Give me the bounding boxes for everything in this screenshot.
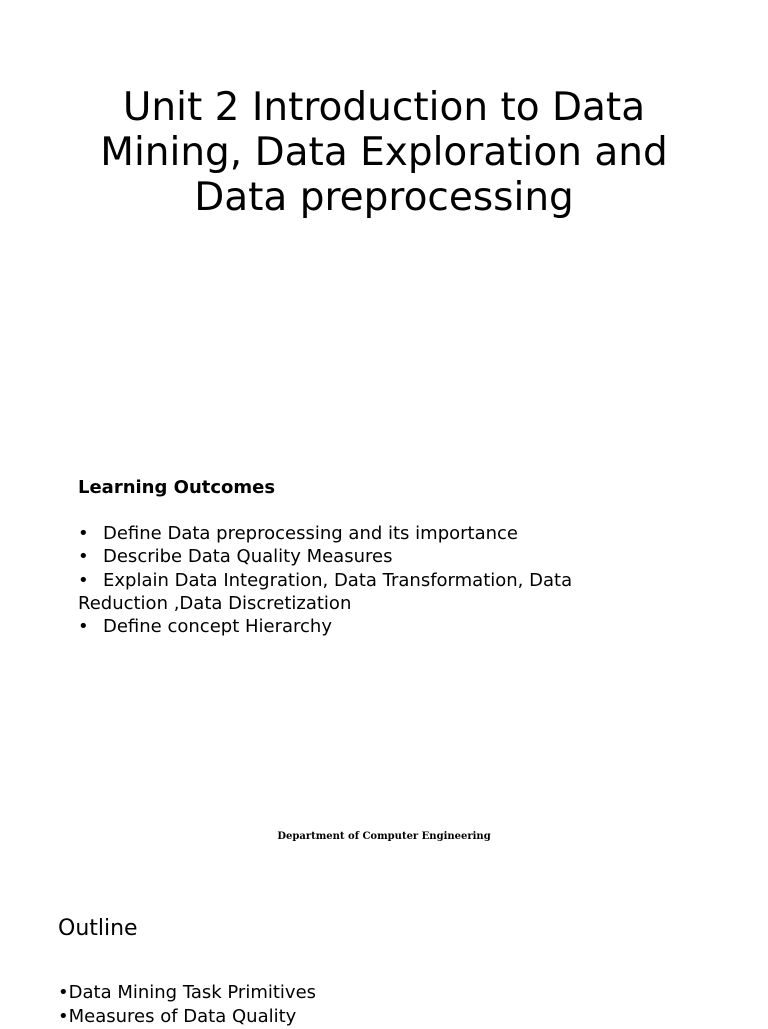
outline-item: • Measures of Data Quality: [58, 1005, 316, 1029]
outline-item: • Data Mining Task Primitives: [58, 981, 316, 1005]
slide-title: Unit 2 Introduction to Data Mining, Data Exploration and Data preprocessing: [100, 85, 668, 220]
department-footer: Department of Computer Engineering: [277, 831, 491, 842]
learning-outcomes-slide: [0, 460, 768, 855]
outline-heading: Outline: [58, 916, 138, 941]
outcome-item: • Explain Data Integration, Data Transformation, Data Reduction ,Data Discretization: [78, 569, 638, 616]
learning-outcomes-list: [78, 522, 638, 638]
learning-outcomes-heading: Learning Outcomes: [78, 477, 276, 498]
title-slide: [0, 0, 768, 460]
outline-list: [58, 981, 316, 1029]
outline-slide: [0, 895, 768, 1027]
outcome-item: • Define Data preprocessing and its importance: [78, 522, 638, 545]
outcome-item: • Define concept Hierarchy: [78, 615, 638, 638]
outcome-item: • Describe Data Quality Measures: [78, 545, 638, 568]
